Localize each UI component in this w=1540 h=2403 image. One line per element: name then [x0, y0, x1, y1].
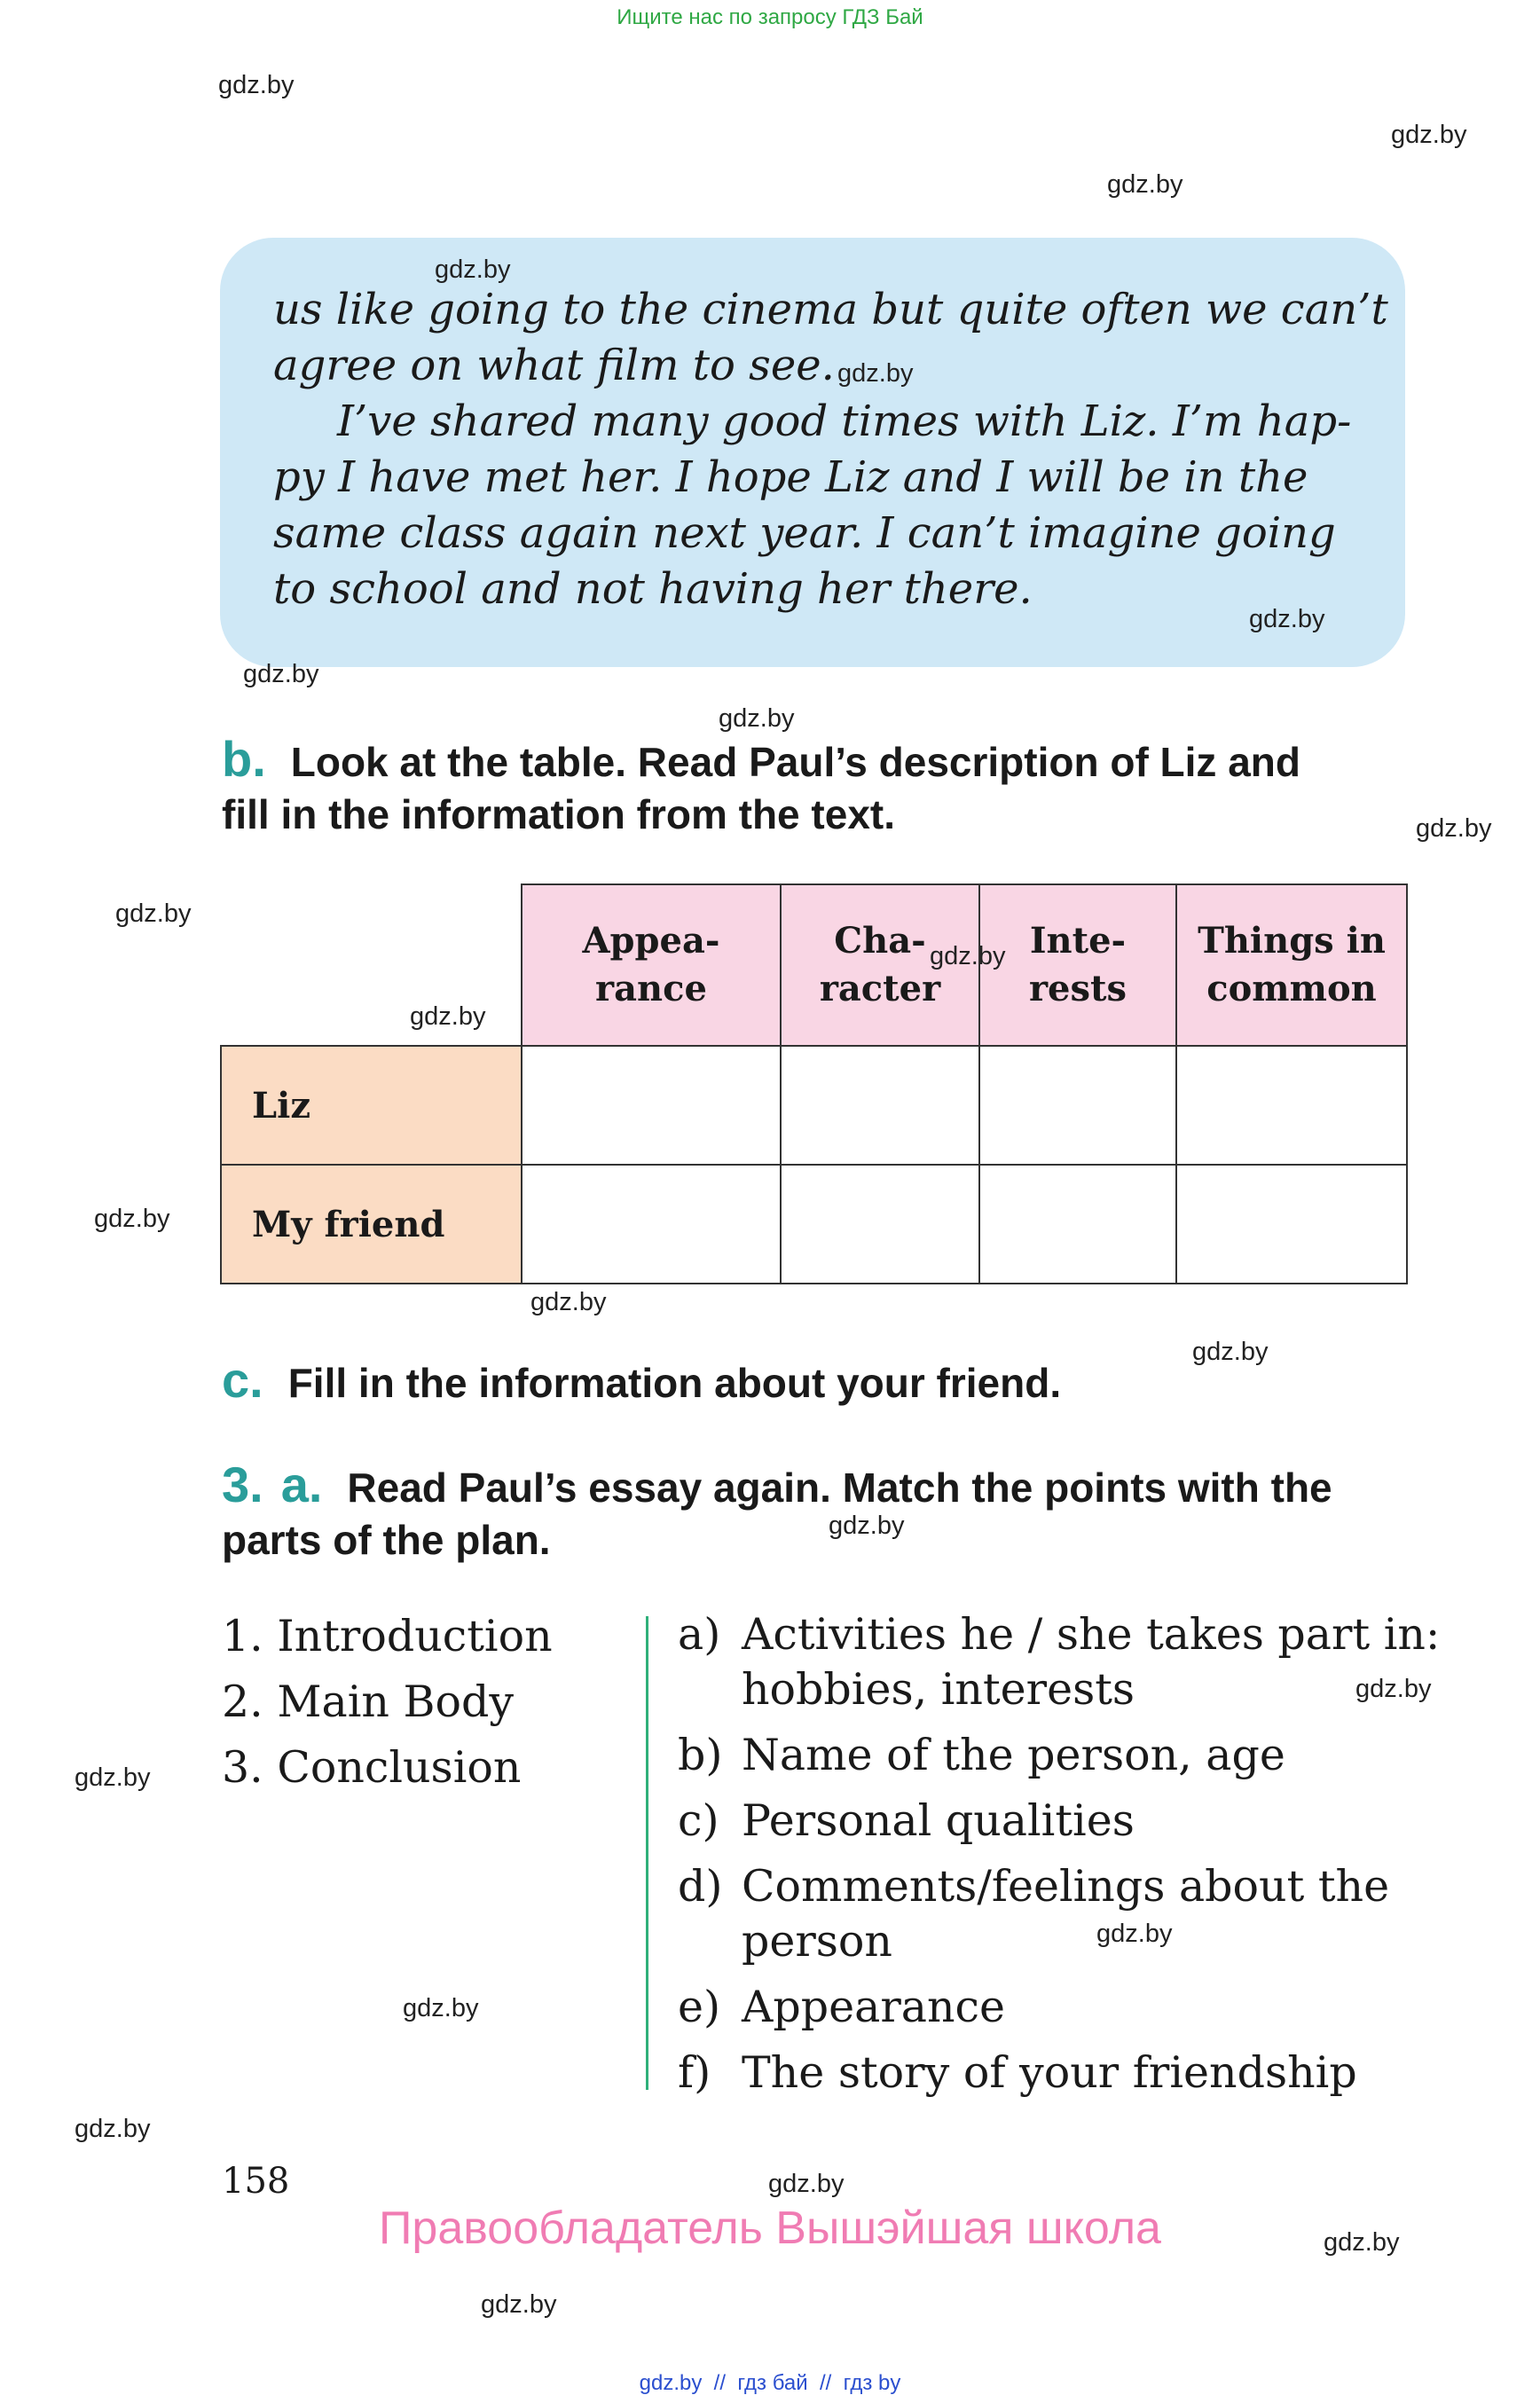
point-text: person [742, 1916, 892, 1967]
watermark: gdz.by [829, 1512, 905, 1540]
story-line: py I have met her. I hope Liz and I will be in the [273, 452, 1308, 502]
table-header-appearance: Appea- rance [522, 884, 781, 1046]
story-text [273, 282, 1388, 617]
task-letter: c. [222, 1352, 263, 1408]
story-line: agree on what film to see. [273, 341, 835, 390]
point-text: The story of your friendship [742, 2047, 1357, 2098]
watermark: gdz.by [768, 2170, 845, 2198]
copyright-notice: Правообладатель Вышэйшая школа [379, 2203, 1161, 2254]
task-c-text: Fill in the information about your friend. [287, 1360, 1062, 1406]
table-header-interests: Inte- rests [979, 884, 1176, 1046]
task-3a-instruction [222, 1458, 1410, 1567]
task-letter: b. [222, 731, 266, 787]
point-text: hobbies, interests [742, 1664, 1135, 1715]
point-text: Appearance [742, 1982, 1005, 2032]
watermark: gdz.by [1355, 1675, 1432, 1703]
point-letter: a) [678, 1609, 721, 1660]
point-text: Comments/feelings about the [742, 1861, 1390, 1912]
task-b-line: fill in the information from the text. [222, 791, 895, 837]
watermark: gdz.by [410, 1002, 486, 1031]
table-cell[interactable] [781, 1165, 979, 1284]
page-number: 158 [222, 2161, 290, 2202]
point-letter: f) [678, 2047, 711, 2098]
story-line: to school and not having her there. [273, 564, 1033, 614]
task-c-instruction [222, 1354, 1061, 1410]
point-text: Activities he / she takes part in: [742, 1609, 1441, 1660]
point-letter: c) [678, 1795, 719, 1846]
point-letter: b) [678, 1730, 723, 1780]
task-3a-line: Read Paul’s essay again. Match the points with the [347, 1465, 1332, 1511]
watermark: gdz.by [1416, 814, 1492, 843]
point-letter: d) [678, 1861, 723, 1912]
watermark: gdz.by [75, 1763, 151, 1792]
watermark: gdz.by [1192, 1338, 1269, 1366]
top-banner: Ищите нас по запросу ГДЗ Бай [617, 5, 923, 29]
watermark: gdz.by [930, 942, 1006, 970]
plan-item: 1. Introduction [222, 1611, 553, 1661]
story-line: us like going to the cinema but quite often we can’t [273, 285, 1388, 334]
divider [646, 1616, 648, 2090]
watermark: gdz.by [481, 2290, 557, 2319]
plan-item: 2. Main Body [222, 1677, 515, 1727]
watermark: gdz.by [243, 660, 319, 688]
table-cell[interactable] [1176, 1046, 1407, 1165]
plan-list [222, 1604, 553, 1801]
task-b-line: Look at the table. Read Paul’s description of Liz and [290, 739, 1300, 785]
watermark: gdz.by [1096, 1920, 1173, 1948]
table-header-character: Cha- racter [781, 884, 979, 1046]
task-number: 3. [222, 1457, 263, 1512]
table-cell[interactable] [979, 1165, 1176, 1284]
task-3a-line: parts of the plan. [222, 1517, 551, 1563]
watermark: gdz.by [530, 1288, 607, 1316]
watermark: gdz.by [403, 1994, 479, 2022]
table-header-things-in-common: Things in common [1176, 884, 1407, 1046]
task-letter: a. [280, 1457, 323, 1512]
table-cell[interactable] [522, 1165, 781, 1284]
watermark: gdz.by [1324, 2228, 1400, 2257]
watermark: gdz.by [94, 1205, 170, 1233]
table-row-header-liz: Liz [221, 1046, 522, 1165]
watermark: gdz.by [1107, 170, 1183, 199]
watermark: gdz.by [75, 2115, 151, 2143]
story-line: same class again next year. I can’t imagine going [273, 508, 1336, 558]
table-cell[interactable] [1176, 1165, 1407, 1284]
watermark: gdz.by [719, 704, 795, 733]
table-row-header-my-friend: My friend [221, 1165, 522, 1284]
plan-item: 3. Conclusion [222, 1742, 522, 1793]
bottom-links[interactable]: gdz.by // гдз бай // гдз by [639, 2371, 901, 2395]
watermark: gdz.by [1391, 121, 1467, 149]
story-line: I’ve shared many good times with Liz. I’m hap- [337, 397, 1352, 446]
point-text: Name of the person, age [742, 1730, 1285, 1780]
watermark: gdz.by [115, 899, 192, 928]
task-b-instruction [222, 733, 1410, 841]
watermark: gdz.by [435, 255, 511, 284]
watermark: gdz.by [837, 359, 914, 388]
table-cell[interactable] [522, 1046, 781, 1165]
watermark: gdz.by [218, 71, 295, 99]
point-letter: e) [678, 1982, 721, 2032]
table-cell[interactable] [781, 1046, 979, 1165]
info-table [220, 883, 1408, 1284]
table-cell[interactable] [979, 1046, 1176, 1165]
watermark: gdz.by [1249, 605, 1325, 633]
point-text: Personal qualities [742, 1795, 1135, 1846]
